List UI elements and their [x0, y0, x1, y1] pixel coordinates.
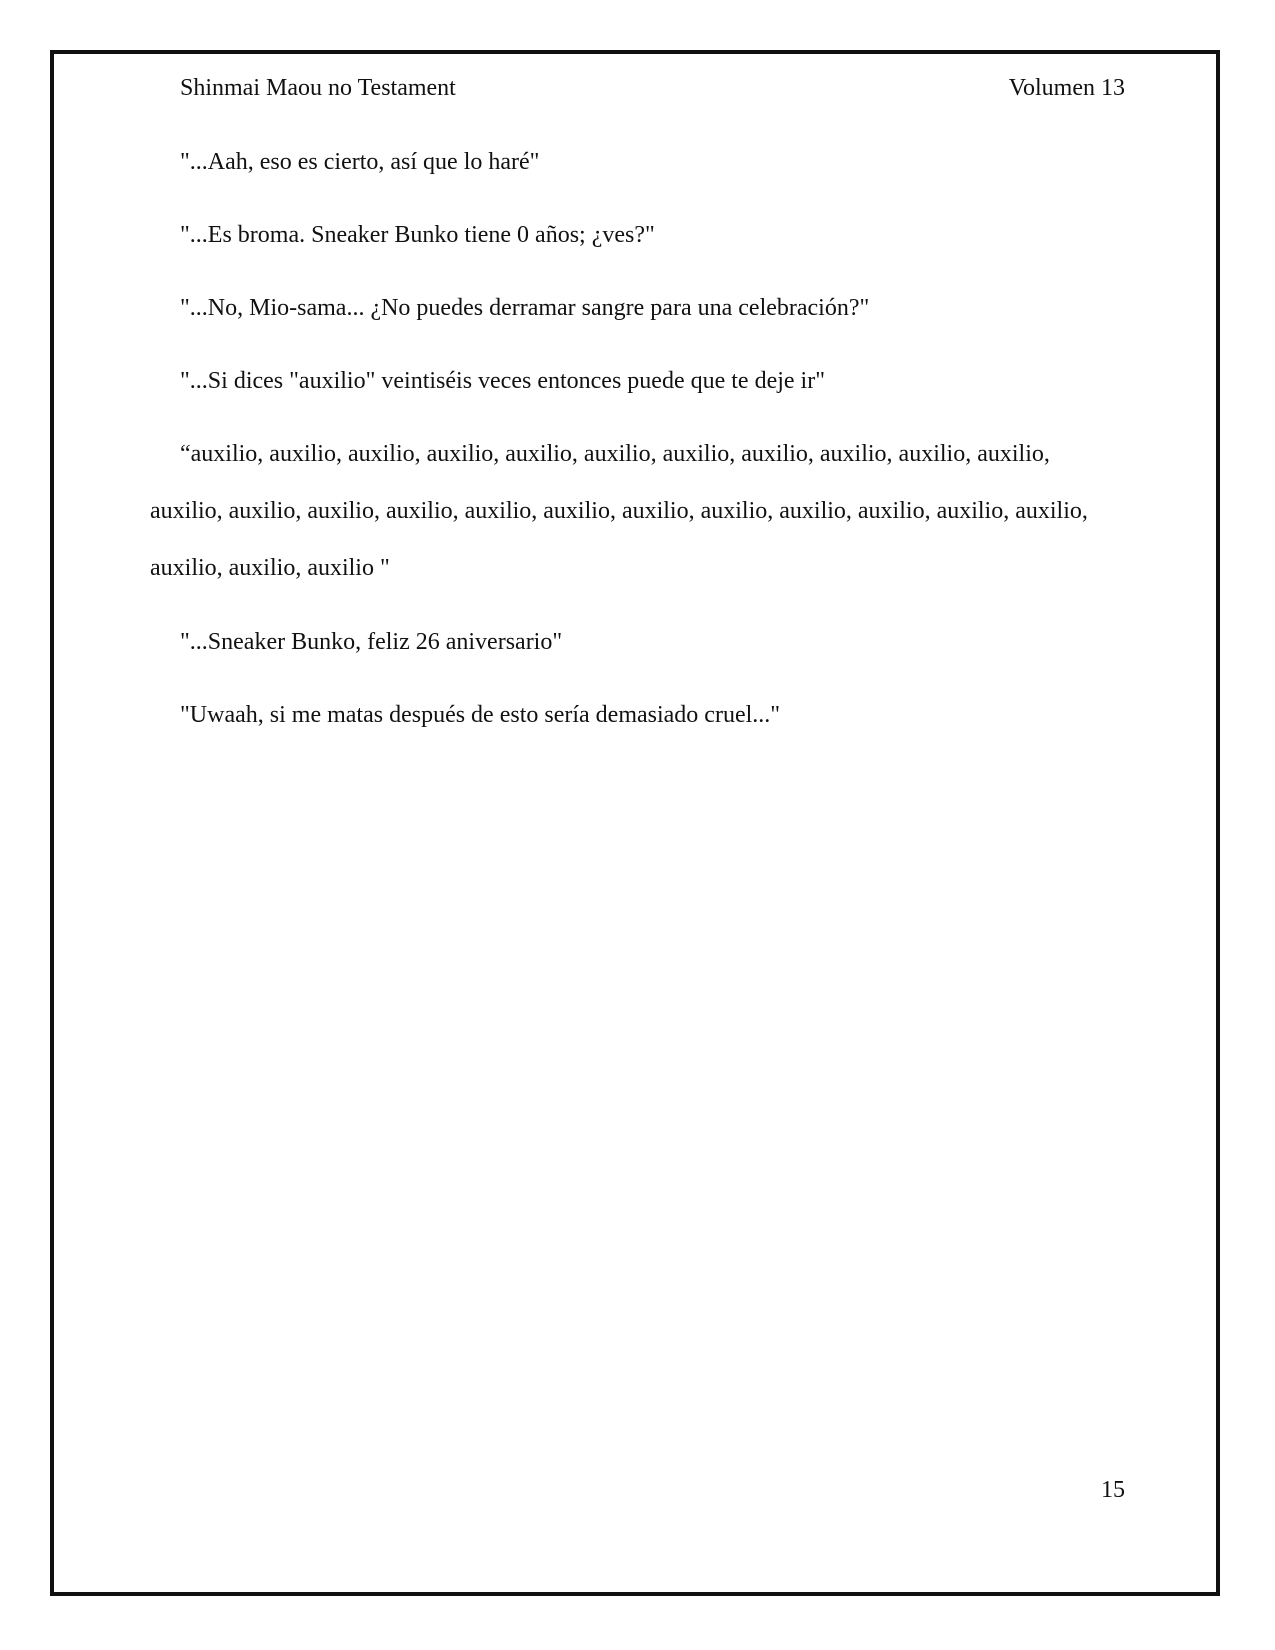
paragraph: "...No, Mio-sama... ¿No puedes derramar sangre para una celebración?" [180, 295, 870, 321]
paragraph: "...Aah, eso es cierto, así que lo haré" [180, 149, 540, 175]
paragraph: "Uwaah, si me matas después de esto sería demasiado cruel..." [180, 702, 781, 728]
header-book-title: Shinmai Maou no Testament [180, 75, 456, 101]
body-text [150, 146, 1090, 772]
paragraph: “auxilio, auxilio, auxilio, auxilio, auxilio, auxilio, auxilio, auxilio, auxilio, auxilio, auxilio, auxilio, auxilio, auxilio, auxilio, auxilio, auxilio, auxilio, auxilio, auxilio, auxilio, auxilio, auxilio, auxilio, auxilio, auxilio " [150, 441, 1088, 581]
paragraph: "...Si dices "auxilio" veintiséis veces entonces puede que te deje ir" [180, 368, 825, 394]
paragraph: "...Sneaker Bunko, feliz 26 aniversario" [180, 629, 563, 655]
paragraph: "...Es broma. Sneaker Bunko tiene 0 años; ¿ves?" [180, 222, 655, 248]
header-volume: Volumen 13 [1008, 75, 1125, 101]
page-number: 15 [1101, 1477, 1125, 1503]
